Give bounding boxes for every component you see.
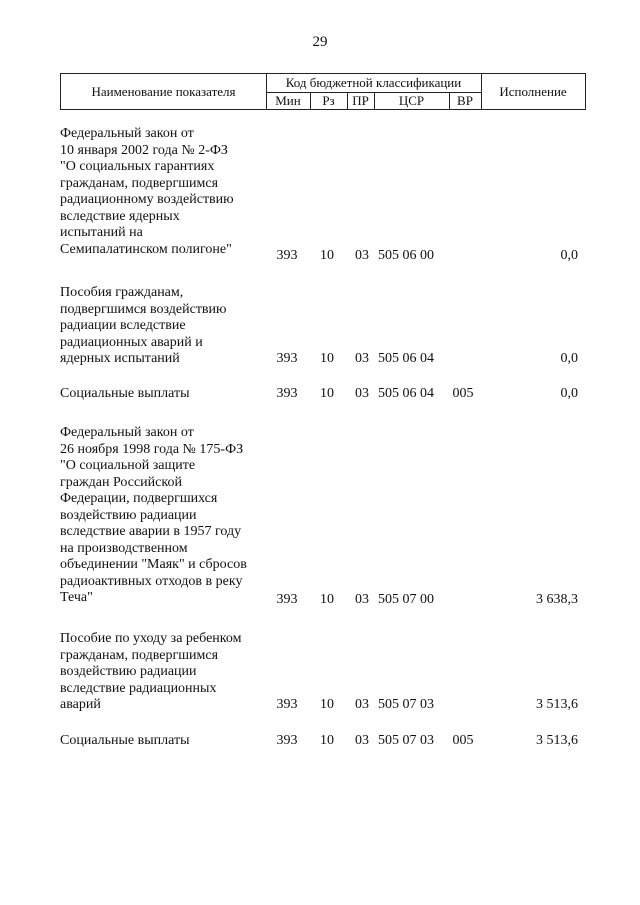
row-min: 393 bbox=[276, 733, 298, 748]
row-name-line: радиационному воздействию bbox=[60, 192, 234, 207]
row-name-line: Семипалатинском полигоне" bbox=[60, 241, 232, 257]
row-name-line: вследствие ядерных bbox=[60, 208, 180, 224]
header-pr: ПР bbox=[352, 92, 369, 108]
row-csr: 505 06 04 bbox=[378, 351, 434, 366]
row-min: 393 bbox=[276, 592, 298, 607]
row-rz: 10 bbox=[320, 733, 334, 748]
header-divider bbox=[347, 92, 348, 109]
row-name bbox=[60, 285, 270, 368]
row-name bbox=[60, 631, 270, 714]
row-name bbox=[60, 386, 270, 403]
header-divider bbox=[310, 92, 311, 109]
row-csr: 505 07 03 bbox=[378, 733, 434, 748]
row-value: 3 513,6 bbox=[536, 733, 578, 748]
header-name: Наименование показателя bbox=[91, 83, 236, 99]
row-name-line: Пособия гражданам, bbox=[60, 285, 184, 300]
row-name-line: гражданам, подвергшимся bbox=[60, 647, 219, 663]
table-header bbox=[60, 73, 586, 110]
row-name-line: вследствие аварии в 1957 году bbox=[60, 524, 242, 539]
row-name-line: Социальные выплаты bbox=[60, 386, 190, 401]
header-csr: ЦСР bbox=[398, 92, 425, 108]
row-name-line: воздействию радиации bbox=[60, 664, 197, 679]
row-name-line: Федеральный закон от bbox=[60, 126, 194, 141]
row-rz: 10 bbox=[320, 248, 334, 263]
row-name-line: вследствие радиационных bbox=[60, 680, 217, 696]
header-min: Мин bbox=[275, 92, 301, 108]
row-vr: 005 bbox=[452, 386, 474, 401]
row-min: 393 bbox=[276, 386, 298, 401]
row-csr: 505 07 00 bbox=[378, 592, 434, 607]
row-min: 393 bbox=[276, 351, 298, 366]
row-name-line: гражданам, подвергшимся bbox=[60, 175, 219, 191]
header-divider bbox=[449, 92, 450, 109]
row-name-line: Федерации, подвергшихся bbox=[60, 491, 218, 506]
row-csr: 505 07 03 bbox=[378, 697, 434, 712]
row-name-line: радиационных аварий и bbox=[60, 334, 203, 350]
header-code-group: Код бюджетной классификации bbox=[285, 75, 462, 90]
row-rz: 10 bbox=[320, 386, 334, 401]
row-value: 3 638,3 bbox=[536, 592, 578, 607]
row-name-line: радиации вследствие bbox=[60, 318, 186, 333]
page-number: 29 bbox=[312, 34, 328, 50]
row-value: 0,0 bbox=[560, 386, 578, 401]
row-value: 3 513,6 bbox=[536, 697, 578, 712]
row-name-line: воздействию радиации bbox=[60, 507, 197, 523]
row-name bbox=[60, 425, 270, 607]
row-name-line: Теча" bbox=[60, 590, 93, 605]
row-vr: 005 bbox=[452, 733, 474, 748]
row-pr: 03 bbox=[355, 697, 369, 712]
row-rz: 10 bbox=[320, 351, 334, 366]
row-value: 0,0 bbox=[560, 248, 578, 263]
row-pr: 03 bbox=[355, 351, 369, 366]
row-pr: 03 bbox=[355, 386, 369, 401]
row-name-line: объединении "Маяк" и сбросов bbox=[60, 557, 247, 572]
row-name-line: Пособие по уходу за ребенком bbox=[60, 631, 242, 646]
row-name-line: граждан Российской bbox=[60, 474, 182, 490]
header-vr: ВР bbox=[457, 92, 473, 108]
row-name-line: "О социальной защите bbox=[60, 458, 196, 473]
row-pr: 03 bbox=[355, 733, 369, 748]
row-min: 393 bbox=[276, 248, 298, 263]
row-name-line: ядерных испытаний bbox=[60, 351, 180, 366]
row-name-line: Социальные выплаты bbox=[60, 733, 190, 748]
row-rz: 10 bbox=[320, 697, 334, 712]
header-rz: Рз bbox=[322, 92, 335, 108]
row-csr: 505 06 00 bbox=[378, 248, 434, 263]
row-value: 0,0 bbox=[560, 351, 578, 366]
row-name-line: на производственном bbox=[60, 540, 188, 556]
header-value: Исполнение bbox=[499, 83, 567, 99]
row-name-line: подвергшимся воздействию bbox=[60, 301, 227, 317]
row-name-line: 26 ноября 1998 года № 175-ФЗ bbox=[60, 441, 244, 457]
row-name-line: аварий bbox=[60, 697, 101, 712]
row-pr: 03 bbox=[355, 592, 369, 607]
header-divider bbox=[481, 74, 482, 109]
row-name bbox=[60, 733, 270, 750]
row-name-line: испытаний на bbox=[60, 225, 143, 240]
row-name bbox=[60, 126, 270, 258]
row-rz: 10 bbox=[320, 592, 334, 607]
row-pr: 03 bbox=[355, 248, 369, 263]
row-name-line: радиоактивных отходов в реку bbox=[60, 573, 243, 589]
row-name-line: "О социальных гарантиях bbox=[60, 159, 215, 174]
row-name-line: 10 января 2002 года № 2-ФЗ bbox=[60, 142, 228, 158]
header-divider bbox=[374, 92, 375, 109]
row-min: 393 bbox=[276, 697, 298, 712]
row-csr: 505 06 04 bbox=[378, 386, 434, 401]
row-name-line: Федеральный закон от bbox=[60, 425, 194, 440]
